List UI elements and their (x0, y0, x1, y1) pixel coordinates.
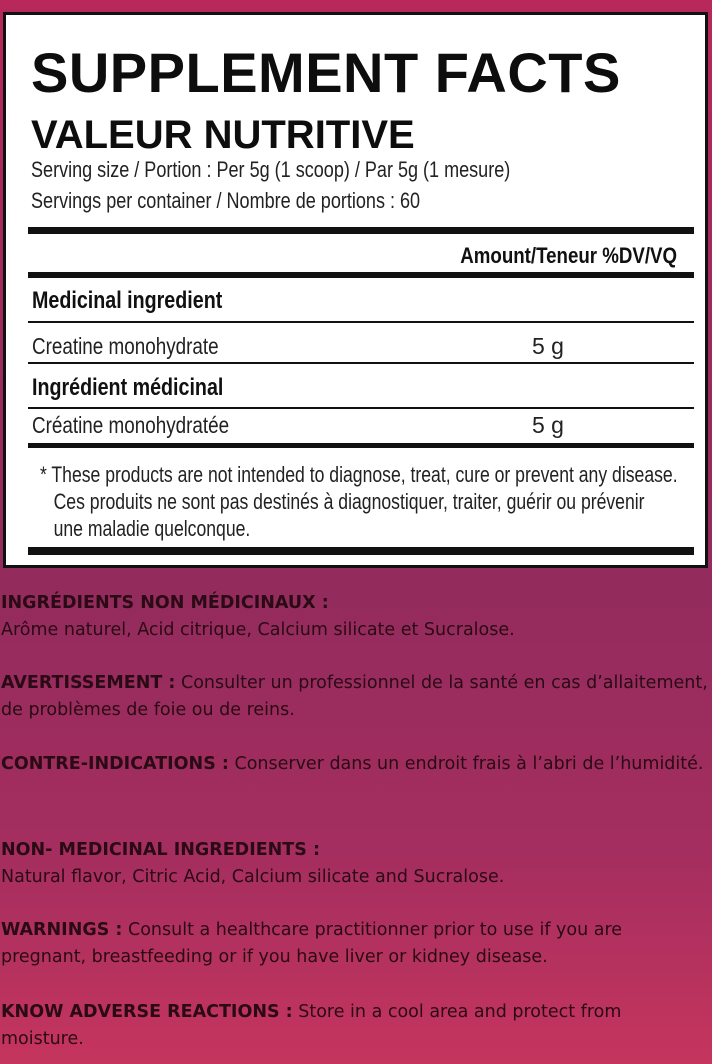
section-heading-medicinal-ingredient: Medicinal ingredient (32, 287, 223, 314)
disclaimer-line: Ces produits ne sont pas destinés à diagnostiquer, traiter, guérir ou prévenir (53, 489, 645, 514)
serving-size: Serving size / Portion : Per 5g (1 scoop) / Par 5g (1 mesure) (31, 157, 511, 182)
info-text: Consulter un professionnel de la santé en cas d’allaitement, de problèmes de foie ou de reins. (1, 673, 708, 720)
info-label: KNOW ADVERSE REACTIONS : (1, 1002, 293, 1022)
info-text: Store in a cool area and protect from moisture. (1, 1002, 622, 1049)
info-label: CONTRE-INDICATIONS : (1, 754, 229, 774)
info-text: Natural flavor, Citric Acid, Calcium silicate and Sucralose. (1, 867, 505, 887)
column-header: Amount/Teneur %DV/VQ (460, 243, 677, 268)
info-label: INGRÉDIENTS NON MÉDICINAUX : (1, 593, 329, 613)
servings-per-container: Servings per container / Nombre de portions : 60 (31, 188, 421, 213)
thin-divider (28, 321, 694, 323)
info-block-adverse-reactions-en (1, 999, 709, 1053)
section-heading-ingredient-medicinal: Ingrédient médicinal (32, 374, 224, 401)
bottom-divider (28, 547, 694, 555)
info-block-ingredients-fr (1, 590, 709, 644)
info-label: AVERTISSEMENT : (1, 673, 176, 693)
supplement-facts-panel (3, 12, 708, 568)
ingredient-name: Créatine monohydratée (32, 412, 230, 438)
info-label: NON- MEDICINAL INGREDIENTS : (1, 840, 320, 860)
info-block-contraindications-fr (1, 751, 709, 778)
thick-divider (28, 227, 694, 234)
facts-title: SUPPLEMENT FACTS (31, 41, 621, 104)
disclaimer-line: * These products are not intended to diagnose, treat, cure or prevent any disease. (40, 462, 678, 487)
info-block-ingredients-en (1, 837, 709, 891)
info-label: WARNINGS : (1, 920, 123, 940)
ingredient-amount: 5 g (532, 412, 564, 438)
disclaimer (40, 461, 678, 542)
facts-subtitle: VALEUR NUTRITIVE (31, 113, 415, 157)
info-block-warnings-en (1, 917, 709, 971)
info-text: Conserver dans un endroit frais à l’abri de l’humidité. (234, 754, 704, 774)
ingredient-name: Creatine monohydrate (32, 333, 219, 359)
info-block-warnings-fr (1, 670, 709, 724)
thin-divider (28, 362, 694, 364)
disclaimer-line: une maladie quelconque. (53, 516, 251, 541)
ingredient-amount: 5 g (532, 333, 564, 359)
thick-divider (28, 443, 694, 448)
thick-divider (28, 272, 694, 278)
info-text: Arôme naturel, Acid citrique, Calcium silicate et Sucralose. (1, 620, 515, 640)
info-text: Consult a healthcare practitionner prior to use if you are pregnant, breastfeeding or if you have liver or kidney disease. (1, 920, 623, 967)
thin-divider (28, 407, 694, 409)
